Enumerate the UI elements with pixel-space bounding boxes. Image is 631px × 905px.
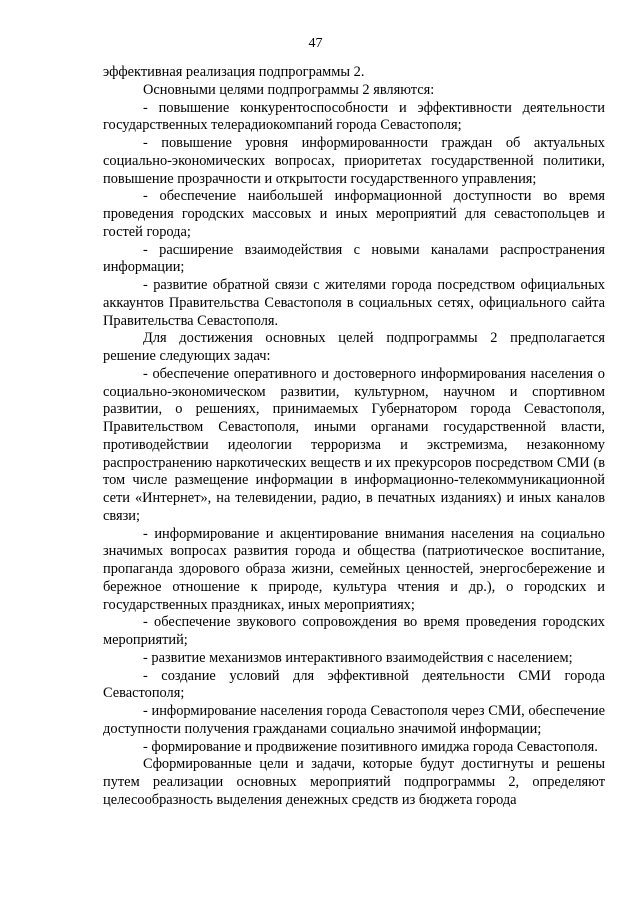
list-item-task: - создание условий для эффективной деятельности СМИ города Севастополя; <box>103 667 605 702</box>
document-body <box>103 64 605 810</box>
list-item-goal: - повышение уровня информированности граждан об актуальных социально-экономических вопросах, приоритетах государственной политики, повышение прозрачности и открытости государственного управления; <box>103 135 605 187</box>
list-item-task: - информирование населения города Севастополя через СМИ, обеспечение доступности получения гражданами социально значимой информации; <box>103 703 605 737</box>
list-item-goal: - повышение конкурентоспособности и эффективности деятельности государственных телерадиокомпаний города Севастополя; <box>103 99 605 134</box>
paragraph-continuation: эффективная реализация подпрограммы 2. <box>103 64 365 80</box>
list-item-goal: - расширение взаимодействия с новыми каналами распространения информации; <box>103 241 605 276</box>
page-number: 47 <box>308 36 323 51</box>
paragraph-goals-intro: Основными целями подпрограммы 2 являются: <box>143 81 435 98</box>
paragraph-tasks-intro: Для достижения основных целей подпрограммы 2 предполагается решение следующих задач: <box>103 330 605 364</box>
list-item-task: - формирование и продвижение позитивного имиджа города Севастополя. <box>143 738 598 755</box>
list-item-task: - обеспечение звукового сопровождения во время проведения городских мероприятий; <box>103 614 605 648</box>
paragraph-conclusion: Сформированные цели и задачи, которые будут достигнуты и решены путем реализации основных мероприятий подпрограммы 2, определяют целесообразность выделения денежных средств из бюджета города <box>103 756 605 808</box>
list-item-task: - информирование и акцентирование внимания населения на социально значимых вопросах развития города и общества (патриотическое воспитание, пропаганда здорового образа жизни, семейных ценностей, энергосбережение и бережное отношение к природе, культура чтения и др.), о городских и государственных праздниках, иных мероприятиях; <box>103 525 605 613</box>
list-item-goal: - обеспечение наибольшей информационной доступности во время проведения городских массовых и иных мероприятий для севастопольцев и гостей города; <box>103 188 605 240</box>
list-item-task: - развитие механизмов интерактивного взаимодействия с населением; <box>143 649 573 666</box>
list-item-goal: - развитие обратной связи с жителями города посредством официальных аккаунтов Правительства Севастополя в социальных сетях, официального сайта Правительства Севастополя. <box>103 277 605 329</box>
list-item-task: - обеспечение оперативного и достоверного информирования населения о социально-экономическом развитии, культурном, научном и спортивном развитии, о решениях, принимаемых Губернатором города Севастополя, Правительством Севастополя, иными органами государственной власти, противодействии идеологии терроризма и экстремизма, незаконному распространению наркотических веществ и их прекурсоров посредством СМИ (в том числе размещение информации в информационно-телекоммуникационной сети «Интернет», на телевидении, радио, в печатных изданиях) и иных каналов связи; <box>103 365 605 524</box>
